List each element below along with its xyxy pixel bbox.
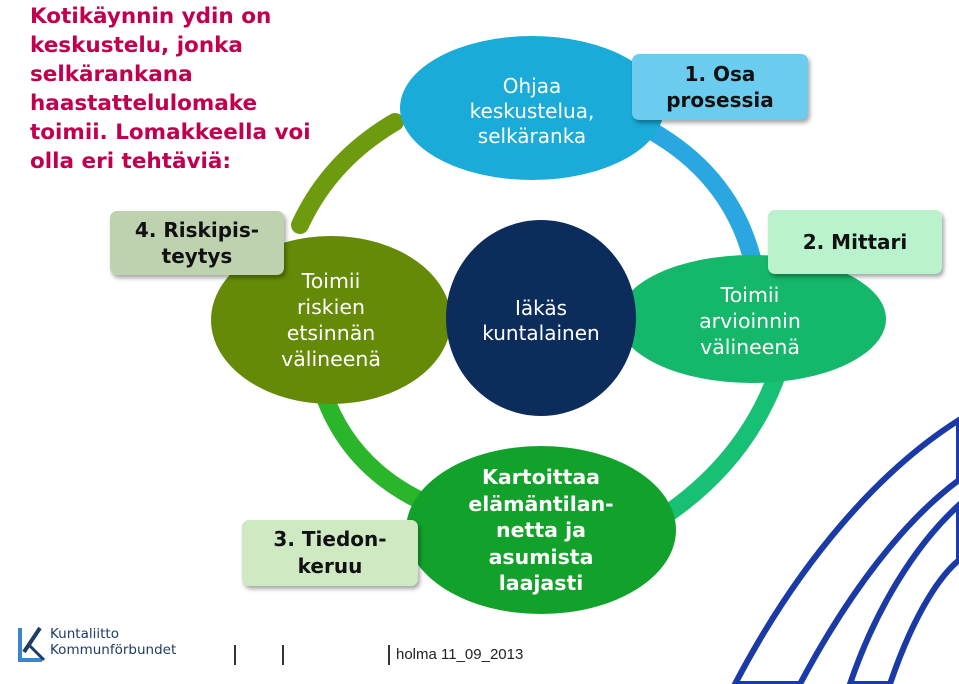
tag-t4-line: 4. Riskipis- [134,218,260,242]
heading-line: toimii. Lomakkeella voi [30,120,311,145]
logo-text [50,626,176,658]
kuntaliitto-logo-icon [20,628,44,660]
node-top-label [432,74,632,149]
node-bottom-line: elämäntilan- [468,491,614,516]
node-right-line: arvioinnin [699,309,801,333]
tag-riskipisteytys [110,211,284,275]
node-left-line: Toimii [301,269,361,293]
node-left-line: välineenä [281,347,381,371]
node-bottom-line: asumista [488,544,594,569]
logo-line: Kuntaliitto [50,626,119,642]
node-left-line: etsinnän [286,321,376,345]
node-top-line: Ohjaa [502,74,562,98]
heading-line: olla eri tehtäviä: [30,149,231,174]
footer-separator [282,645,284,665]
tag-t1-line: prosessia [666,88,774,112]
swoosh-decoration [735,420,959,684]
node-right-label [652,282,848,360]
footer-separator [234,645,236,665]
heading-text [30,2,360,176]
ring-arc-bottom-left [323,392,430,505]
node-bottom-line: Kartoittaa [481,465,600,489]
tag-tiedonkeruu [242,520,418,586]
node-bottom-line: laajasti [498,571,584,595]
tag-t3-line: 3. Tiedon- [273,527,387,551]
node-right-line: Toimii [720,283,780,307]
ring-arc-top-right [650,130,752,258]
node-bottom-label [438,464,644,597]
node-right-line: välineenä [700,335,800,359]
node-left-label [236,268,426,372]
node-left-line: riskien [297,295,365,319]
node-center-line: Iäkäs [514,296,568,320]
logo-line: Kommunförbundet [50,642,177,658]
heading-line: selkärankana [30,62,193,87]
tag-mittari [768,210,942,274]
node-bottom-line: netta ja [496,518,586,542]
tag-t3-line: keruu [297,554,363,578]
node-top-line: selkäranka [477,124,587,148]
tag-osa-prosessia [632,54,808,120]
footer-text: holma 11_09_2013 [396,646,524,663]
heading-line: keskustelu, jonka [30,33,243,58]
node-top-line: keskustelua, [469,99,595,123]
tag-t2-line: 2. Mittari [802,230,908,254]
tag-t4-line: teytys [161,244,233,268]
node-center-label [451,296,631,346]
heading-line: haastattelulomake [30,91,258,116]
tag-t1-line: 1. Osa [684,62,756,86]
footer-separator [388,645,390,665]
heading-line: Kotikäynnin ydin on [30,4,272,29]
node-center-line: kuntalainen [482,321,600,345]
